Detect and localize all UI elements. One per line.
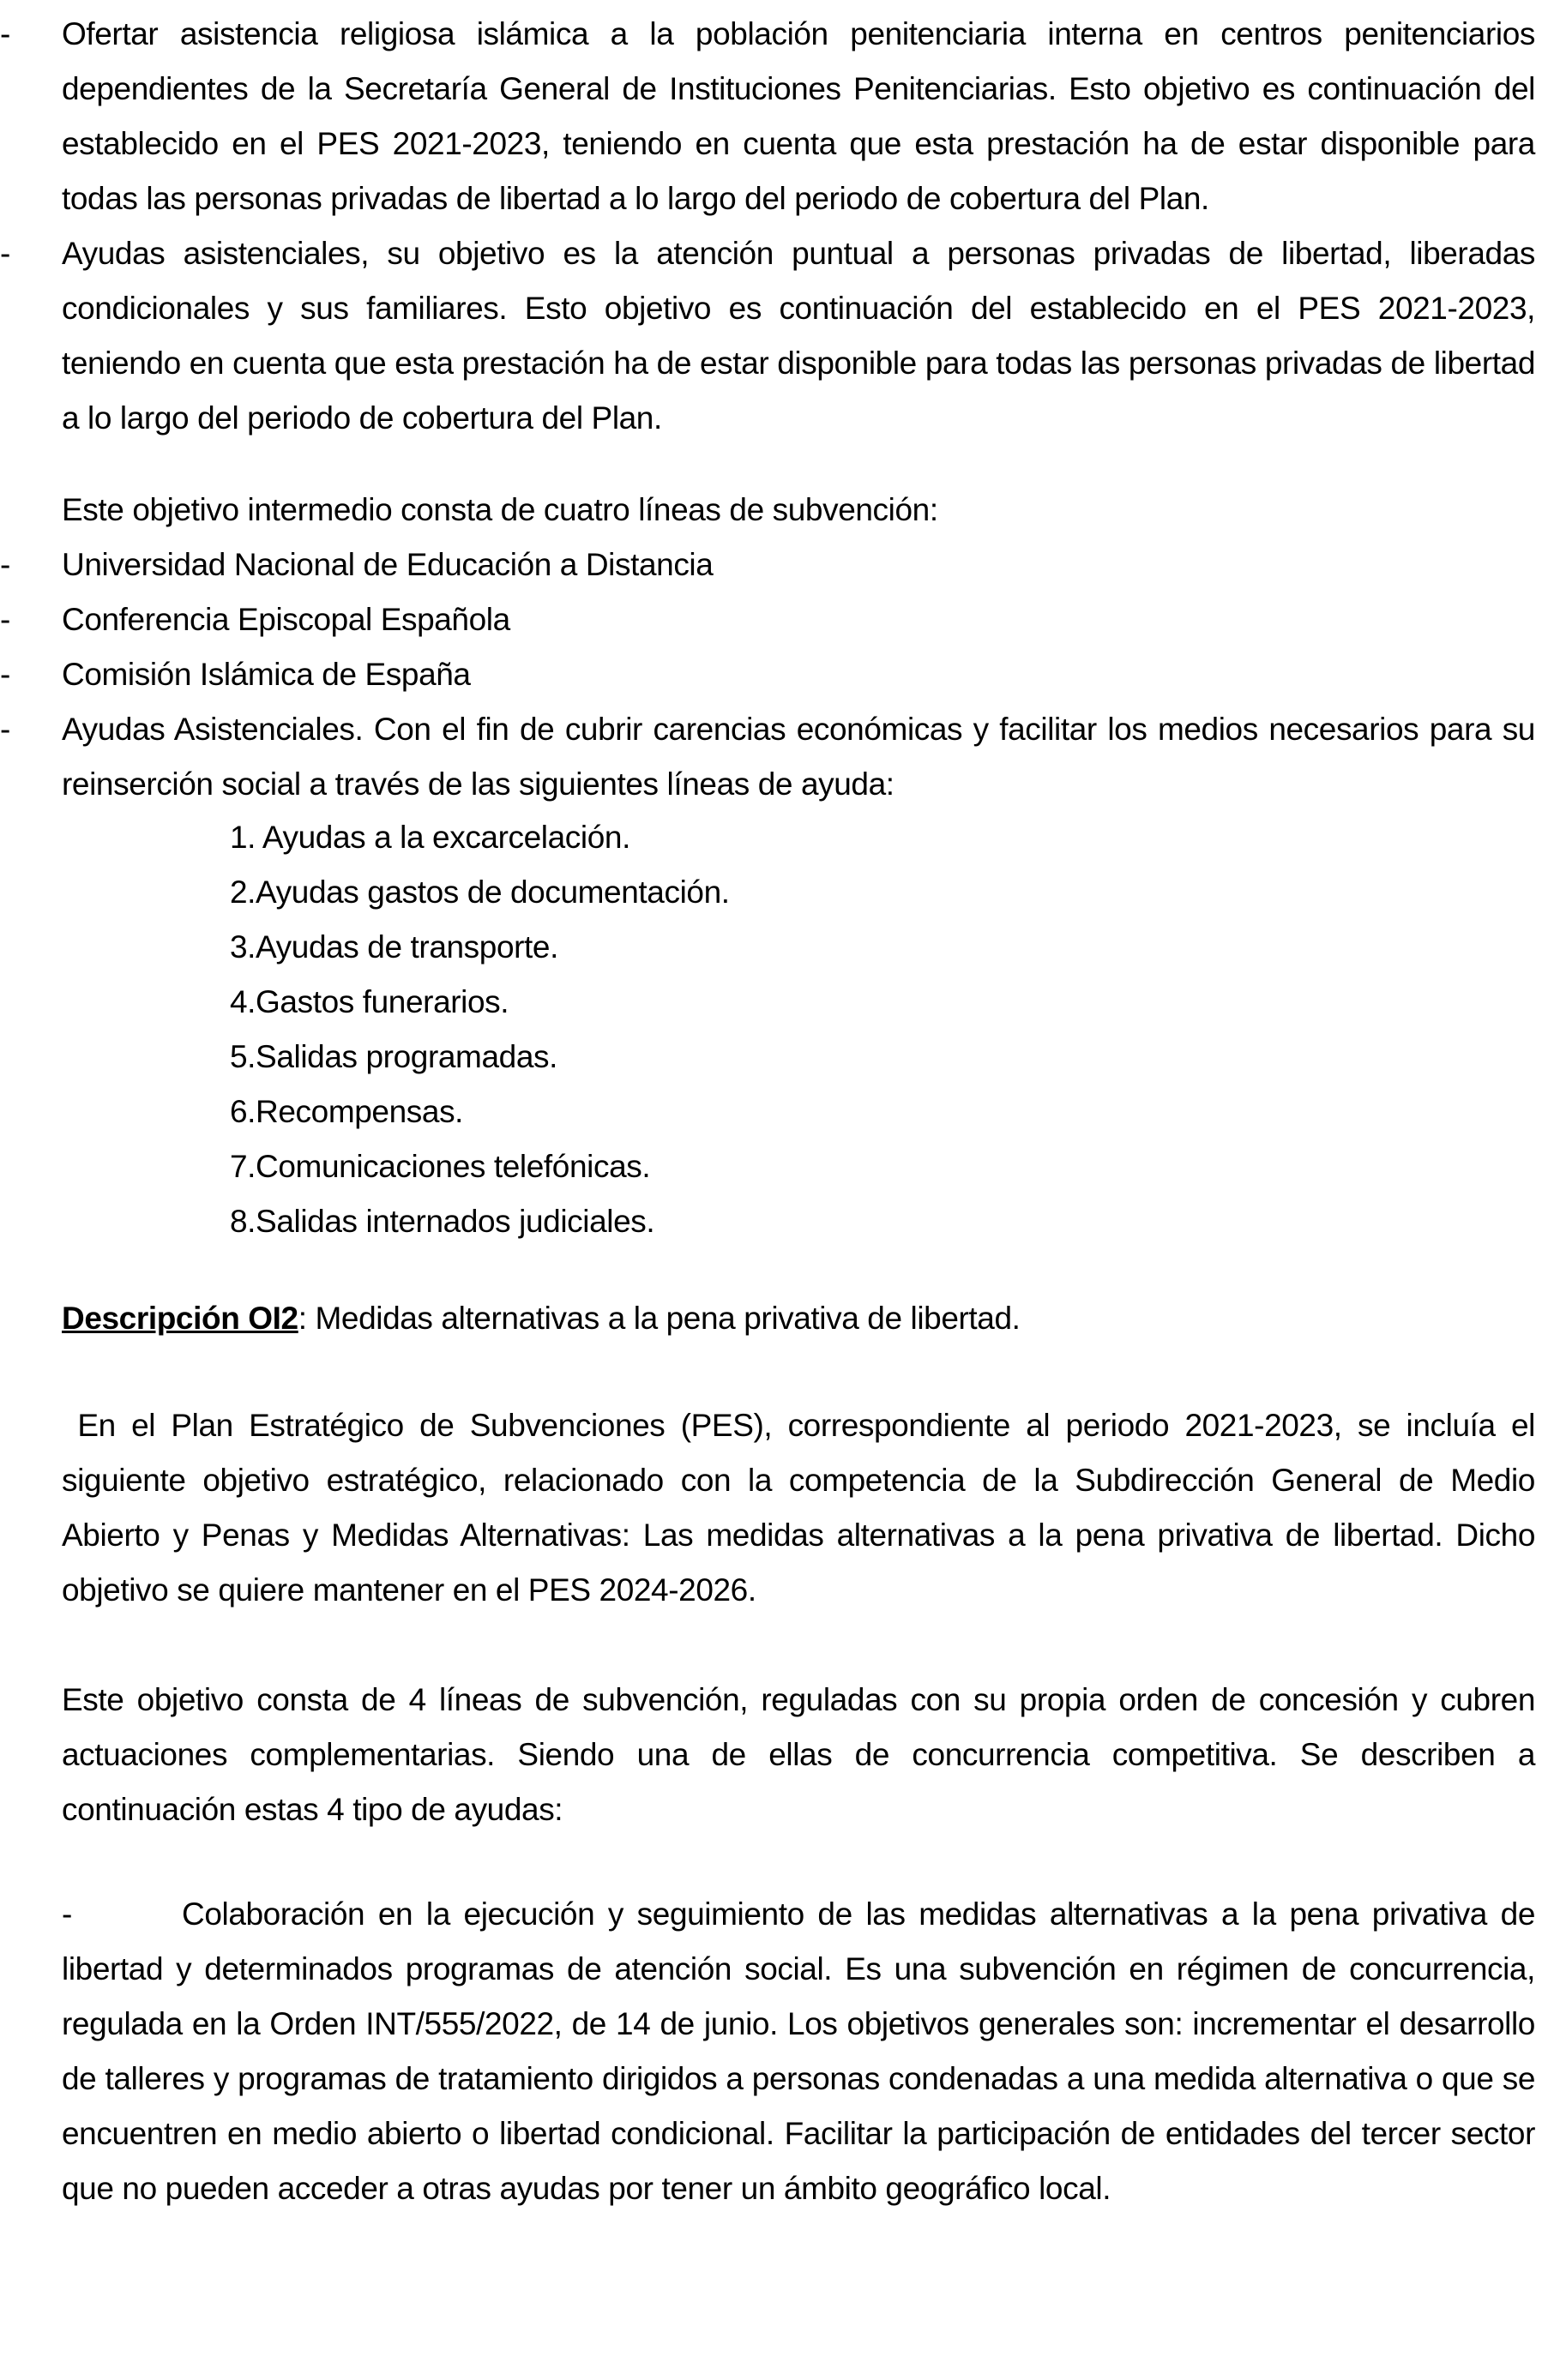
oi2-label: Descripción OI2 bbox=[62, 1301, 298, 1336]
aid-type-item: 3.Ayudas de transporte. bbox=[230, 929, 558, 965]
aid-type-item: 2.Ayudas gastos de documentación. bbox=[230, 874, 730, 910]
list-dash: - bbox=[0, 657, 11, 692]
oi2-description bbox=[62, 1291, 1021, 1346]
intro-lines-text: Este objetivo intermedio consta de cuatro líneas de subvención: bbox=[62, 492, 938, 527]
list-dash: - bbox=[0, 547, 11, 582]
aid-type-item: 8.Salidas internados judiciales. bbox=[230, 1204, 655, 1239]
list-dash: - bbox=[0, 602, 11, 637]
bullet-ayudas-asistenciales: Ayudas asistenciales, su objetivo es la atención puntual a personas privadas de libertad, liberadas condicionales y sus familiares. Esto objetivo es continuación del establecido en el PES 2021-2023, teniendo en cuenta que esta prestación ha de estar disponible para todas las personas privadas de libertad a lo largo del periodo de cobertura del Plan. bbox=[62, 236, 1535, 436]
aid-type-item: 7.Comunicaciones telefónicas. bbox=[230, 1149, 651, 1184]
lines-paragraph: Este objetivo consta de 4 líneas de subvención, reguladas con su propia orden de concesión y cubren actuaciones complementarias. Siendo una de ellas de concurrencia competitiva. Se describen a continuación estas 4 tipo de ayudas: bbox=[62, 1682, 1535, 1827]
collab-text: Colaboración en la ejecución y seguimiento de las medidas alternativas a la pena privativa de libertad y determinados programas de atención social. Es una subvención en régimen de concurrencia, regulada en la Orden INT/555/2022, de 14 de junio. Los objetivos generales son: incrementar el desarrollo de talleres y programas de tratamiento dirigidos a personas condenadas a una medida alternativa o que se encuentren en medio abierto o libertad condicional. Facilitar la participación de entidades del tercer sector que no pueden acceder a otras ayudas por tener un ámbito geográfico local. bbox=[62, 1896, 1535, 2206]
collab-dash: - bbox=[62, 1896, 72, 1932]
bullet-dash: - bbox=[0, 16, 11, 51]
list-item-ayudas-asistenciales: Ayudas Asistenciales. Con el fin de cubrir carencias económicas y facilitar los medios necesarios para su reinserción social a través de las siguientes líneas de ayuda: bbox=[62, 712, 1535, 802]
aid-type-item: 6.Recompensas. bbox=[230, 1094, 464, 1129]
list-item-uned: Universidad Nacional de Educación a Distancia bbox=[62, 547, 714, 582]
aid-type-item: 1. Ayudas a la excarcelación. bbox=[230, 820, 630, 855]
pes-paragraph: En el Plan Estratégico de Subvenciones (PES), correspondiente al periodo 2021-2023, se incluía el siguiente objetivo estratégico, relacionado con la competencia de la Subdirección General de Medio Abierto y Penas y Medidas Alternativas: Las medidas alternativas a la pena privativa de libertad. Dicho objetivo se quiere mantener en el PES 2024-2026. bbox=[62, 1408, 1544, 1608]
list-dash: - bbox=[0, 712, 11, 747]
aid-type-item: 5.Salidas programadas. bbox=[230, 1039, 557, 1074]
list-item-conferencia: Conferencia Episcopal Española bbox=[62, 602, 510, 637]
list-item-comision: Comisión Islámica de España bbox=[62, 657, 471, 692]
aid-type-item: 4.Gastos funerarios. bbox=[230, 984, 509, 1019]
bullet-islamic-assistance: Ofertar asistencia religiosa islámica a la población penitenciaria interna en centros penitenciarios dependientes de la Secretaría General de Instituciones Penitenciarias. Esto objetivo es continuación del establecido en el PES 2021-2023, teniendo en cuenta que esta prestación ha de estar disponible para todas las personas privadas de libertad a lo largo del periodo de cobertura del Plan. bbox=[62, 16, 1535, 216]
oi2-text: : Medidas alternativas a la pena privativa de libertad. bbox=[298, 1301, 1021, 1336]
collaboration-paragraph bbox=[62, 1887, 1535, 2216]
bullet-dash: - bbox=[0, 236, 11, 271]
